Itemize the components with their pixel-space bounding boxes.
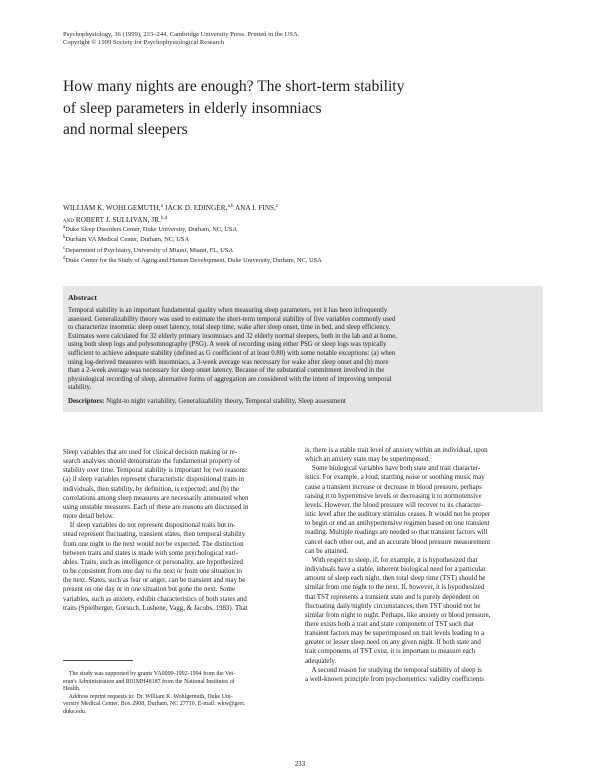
affiliation-text: Durham VA Medical Center, Durham, NC, USA bbox=[65, 236, 190, 244]
author-name: ANA I. FINS, bbox=[235, 204, 276, 212]
affiliation-text: Department of Psychiatry, University of Miami, Miami, FL, USA bbox=[65, 246, 234, 254]
abstract-line: to characterize insomnia: sleep onset latency, total sleep time, wake after sleep onset, time in bed, and sleep efficiency. bbox=[68, 324, 391, 332]
author-conjunction: and bbox=[63, 215, 74, 224]
body-line: from one night to the next would not be expected. The distinction bbox=[63, 540, 244, 548]
footnote-line: The study was supported by grants VA0009-1992-1994 from the Vet- bbox=[63, 671, 236, 677]
abstract-box bbox=[63, 286, 543, 412]
body-line: Some biological variables have both state and trait character- bbox=[305, 465, 481, 473]
body-column-right bbox=[305, 446, 543, 684]
abstract-line: sufficient to achieve adequate stability (defined as G coefficient of at least 0.80) with some notable exceptions: (a) when bbox=[68, 349, 396, 357]
body-line: istic level after the auditory stimulus ceases. It would not be proper bbox=[305, 511, 491, 519]
body-line: Sleep variables that are used for clinical decision making or re- bbox=[63, 449, 238, 456]
footnote-line: eran's Administration and R01MH48187 from the National Institutes of bbox=[63, 678, 235, 685]
author-name: ROBERT J. SULLIVAN, JR. bbox=[75, 215, 161, 224]
body-line: greater or lesser sleep need on any given night. If both state and bbox=[305, 639, 481, 647]
body-line: trait components of TST exist, it is important to measure each bbox=[305, 648, 476, 656]
body-line: between traits and states is made with some psychological vari- bbox=[63, 549, 239, 557]
author-superscript: b,d bbox=[160, 215, 168, 221]
descriptors bbox=[68, 397, 538, 406]
author-line bbox=[63, 202, 278, 214]
abstract-heading: Abstract bbox=[68, 293, 98, 302]
body-line: transient factors may be superimposed on trait levels leading to a bbox=[305, 630, 485, 638]
body-line: is, there is a stable trait level of anxiety within an individual, upon bbox=[305, 447, 488, 454]
descriptors-text: Night-to night variability, Generalizability theory, Temporal stability, Sleep assessment bbox=[106, 397, 346, 405]
body-line: If sleep variables do not represent dispositional traits but in- bbox=[63, 522, 236, 530]
abstract-body bbox=[68, 307, 538, 393]
footnote-line: Health. bbox=[63, 686, 81, 693]
affiliation bbox=[63, 245, 322, 255]
author-superscript: a,b bbox=[227, 204, 234, 209]
footnote-line: Address reprint requests to: Dr. William K. Wohlgemuth, Duke Uni- bbox=[63, 693, 233, 700]
body-line: (a) if sleep variables represent characteristic dispositional traits in bbox=[63, 476, 245, 484]
affiliations bbox=[63, 224, 322, 266]
author-superscript: a bbox=[160, 204, 163, 209]
footnotes bbox=[63, 671, 301, 717]
body-line: similar from one night to the next. If, however, it is hypothesized bbox=[305, 584, 485, 592]
abstract-line: using both sleep logs and polysomnography (PSG). A week of recording using either PSG or sleep logs was typically bbox=[68, 341, 387, 349]
title-line: and normal sleepers bbox=[63, 121, 188, 138]
body-line: a well-known principle from psychometrics: validity coefficients bbox=[305, 675, 484, 683]
body-line: A second reason for studying the temporal stability of sleep is bbox=[305, 666, 482, 674]
body-line: similar from night to night. Perhaps, like anxiety or blood pressure, bbox=[305, 611, 491, 619]
article-title bbox=[63, 76, 543, 141]
body-line: using unstable measures. Each of these are reasons are discussed in bbox=[63, 503, 249, 511]
body-line: individuals, then stability, by definition, is expected; and (b) the bbox=[63, 485, 239, 493]
title-line: How many nights are enough? The short-term stability bbox=[63, 78, 405, 95]
affiliation-superscript: d bbox=[63, 256, 66, 262]
author-name: JACK D. EDINGER, bbox=[164, 204, 228, 212]
body-line: to begin or end an antihypertensive regimen based on one transient bbox=[305, 520, 490, 528]
body-line: ables. Traits, such as intelligence or personality, are hypothesized bbox=[63, 558, 244, 566]
body-line: there exists both a trait and state component of TST such that bbox=[305, 620, 474, 628]
body-line: traits (Spielberger, Gorsuch, Lushene, Vagg, & Jacobs, 1983). That bbox=[63, 604, 248, 612]
body-line: levels. However, the blood pressure will recover to its character- bbox=[305, 501, 483, 509]
body-line: cancel each other out, and an accurate blood pressure measurement bbox=[305, 538, 491, 546]
body-line: present on one day or in one situation but gone the next. Some bbox=[63, 586, 236, 594]
body-line: that TST represents a transient state and is purely dependent on bbox=[305, 593, 480, 601]
abstract-line: using log-derived measures with insomniacs, a 3-week average was necessary for wake after sleep onset and (b) more bbox=[68, 358, 389, 366]
body-line: adequately. bbox=[305, 657, 337, 665]
body-line: istics. For example, a loud, startling noise or soothing music may bbox=[305, 474, 485, 482]
author-list bbox=[63, 202, 278, 225]
affiliation-superscript: a bbox=[63, 225, 66, 230]
body-line: fluctuating daily/nightly circumstances, then TST should not be bbox=[305, 602, 481, 610]
author-name: WILLIAM K. WOHLGEMUTH, bbox=[63, 204, 161, 212]
descriptors-label: Descriptors: bbox=[68, 397, 105, 405]
affiliation bbox=[63, 255, 322, 265]
body-column-left bbox=[63, 448, 301, 613]
body-line: cause a transient increase or decrease in blood pressure, perhaps bbox=[305, 483, 482, 491]
body-line: individuals have a stable, inherent biological need for a particular bbox=[305, 566, 486, 574]
body-line: raising it to hypertensive levels or decreasing it to normotensive bbox=[305, 492, 482, 500]
copyright-line: Copyright © 1999 Society for Psychophysiological Research bbox=[63, 39, 225, 47]
body-line: to be consistent from one day to the next or from one situation to bbox=[63, 568, 242, 576]
footnote-divider bbox=[63, 660, 133, 661]
affiliation-text: Duke Center for the Study of Aging and Human Development, Duke University, Durham, NC, USA bbox=[65, 257, 322, 265]
body-line: With respect to sleep, if, for example, it is hypothesized that bbox=[305, 556, 478, 564]
body-line: stability over time. Temporal stability is important for two reasons: bbox=[63, 467, 248, 475]
body-line: correlations among sleep measures are necessarily attenuated when bbox=[63, 494, 249, 502]
body-line: can be attained. bbox=[305, 547, 349, 555]
body-line: reading. Multiple readings are needed so that transient factors will bbox=[305, 529, 488, 537]
abstract-line: Temporal stability is an important fundamental quality when measuring sleep parameters, yet it has been infrequently bbox=[68, 307, 388, 314]
author-superscript: c bbox=[275, 204, 279, 209]
abstract-line: assessed. Generalizability theory was used to estimate the short-term temporal stability of five variables commonly used bbox=[68, 315, 396, 323]
body-line: the next. States, such as fear or anger, can be transient and may be bbox=[63, 577, 246, 585]
body-line: which an anxiety state may be superimposed. bbox=[305, 456, 430, 464]
affiliation-text: Duke Sleep Disorders Center, Duke University, Durham, NC, USA bbox=[65, 226, 238, 233]
journal-header bbox=[63, 31, 299, 48]
body-line: stead represent fluctuating, transient states, then temporal stability bbox=[63, 531, 246, 539]
abstract-line: Estimates were calculated for 32 elderly primary insomniacs and 32 elderly normal sleepers, both in the lab and at home, bbox=[68, 332, 397, 340]
footnote-line: duke.edu. bbox=[63, 708, 87, 715]
body-line: search analyses should demonstrate the fundamental property of bbox=[63, 458, 240, 466]
body-line: variables, such as anxiety, exhibit characteristics of both states and bbox=[63, 595, 247, 603]
title-line: of sleep parameters in elderly insomniacs bbox=[63, 99, 322, 117]
affiliation bbox=[63, 234, 322, 244]
body-line: amount of sleep each night, then total sleep time (TST) should be bbox=[305, 575, 486, 583]
affiliation bbox=[63, 224, 322, 234]
page-number: 233 bbox=[294, 761, 306, 768]
journal-citation: Psychophysiology, 36 (1999), 233–244. Cambridge University Press. Printed in the USA. bbox=[63, 31, 300, 38]
footnote-line: versity Medical Center, Box 2908, Durham, NC 27710. E-mail: wkw@geri. bbox=[63, 701, 246, 708]
abstract-line: physiological recording of sleep, alternative forms of aggregation are considered with the intent of improving temporal bbox=[68, 375, 392, 383]
affiliation-superscript: c bbox=[63, 245, 66, 251]
affiliation-superscript: b bbox=[63, 235, 66, 241]
abstract-line: stability. bbox=[68, 384, 92, 392]
abstract-line: than a 2-week average was necessary for sleep onset latency. Because of the substantial commitment involved in the bbox=[68, 367, 385, 375]
body-line: more detail below. bbox=[63, 513, 115, 521]
